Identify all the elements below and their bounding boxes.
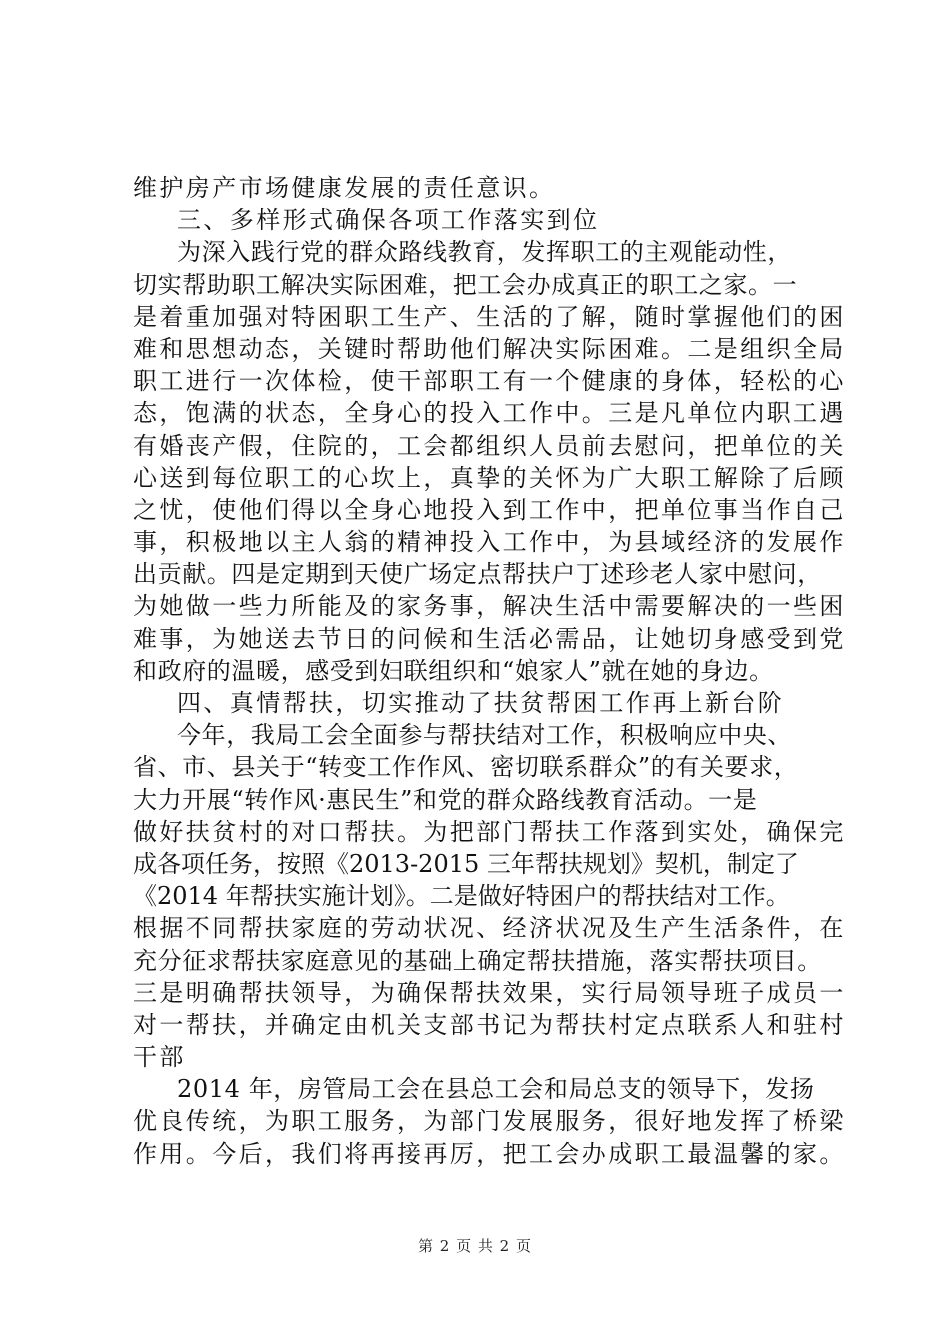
text-line: 做好扶贫村的对口帮扶。为把部门帮扶工作落到实处，确保完	[133, 817, 846, 846]
text-line: 作用。今后，我们将再接再厉，把工会办成职工最温馨的家。	[133, 1139, 846, 1168]
page-number-footer: 第 2 页 共 2 页	[418, 1237, 532, 1255]
text-line: 三是明确帮扶领导，为确保帮扶效果，实行局领导班子成员一	[133, 978, 846, 1007]
text-line: 大力开展“转作风·惠民生”和党的群众路线教育活动。一是	[133, 785, 758, 814]
text-line: 为她做一些力所能及的家务事，解决生活中需要解决的一些困	[133, 592, 846, 621]
text-line: 《2014 年帮扶实施计划》。二是做好特困户的帮扶结对工作。	[133, 882, 790, 911]
text-line: 出贡献。四是定期到天使广场定点帮扶户丁述珍老人家中慰问，	[133, 560, 822, 589]
text-line: 和政府的温暖，感受到妇联组织和“娘家人”就在她的身边。	[133, 656, 774, 685]
text-line: 态，饱满的状态，全身心的投入工作中。三是凡单位内职工遇	[133, 399, 846, 428]
text-line: 切实帮助职工解决实际困难，把工会办成真正的职工之家。一	[133, 270, 798, 299]
section-heading: 三、多样形式确保各项工作落实到位	[177, 206, 600, 235]
document-body	[133, 172, 846, 1170]
text-line: 今年，我局工会全面参与帮扶结对工作，积极响应中央、	[177, 721, 792, 750]
text-line: 职工进行一次体检，使干部职工有一个健康的身体，轻松的心	[133, 367, 846, 396]
text-line: 事，积极地以主人翁的精神投入工作中，为县域经济的发展作	[133, 528, 846, 557]
text-line: 干部	[133, 1043, 186, 1072]
text-line: 之忧，使他们得以全身心地投入到工作中，把单位事当作自己	[133, 495, 846, 524]
text-line: 有婚丧产假，住院的，工会都组织人员前去慰问，把单位的关	[133, 431, 846, 460]
text-line: 成各项任务，按照《2013-2015 三年帮扶规划》契机，制定了	[133, 849, 799, 878]
text-line: 为深入践行党的群众路线教育，发挥职工的主观能动性，	[177, 238, 792, 267]
text-line: 省、市、县关于“转变工作作风、密切联系群众”的有关要求，	[133, 753, 799, 782]
text-line: 难和思想动态，关键时帮助他们解决实际困难。二是组织全局	[133, 334, 846, 363]
text-line: 心送到每位职工的心坎上，真挚的关怀为广大职工解除了后顾	[133, 463, 846, 492]
text-line: 2014 年，房管局工会在县总工会和局总支的领导下，发扬	[177, 1075, 815, 1104]
text-line: 优良传统，为职工服务，为部门发展服务，很好地发挥了桥梁	[133, 1107, 846, 1136]
text-line: 维护房产市场健康发展的责任意识。	[133, 174, 556, 202]
text-line: 对一帮扶，并确定由机关支部书记为帮扶村定点联系人和驻村	[133, 1010, 846, 1039]
text-line: 是着重加强对特困职工生产、生活的了解，随时掌握他们的困	[133, 302, 846, 331]
section-heading: 四、真情帮扶，切实推动了扶贫帮困工作再上新台阶	[177, 689, 785, 717]
text-line: 根据不同帮扶家庭的劳动状况、经济状况及生产生活条件，在	[133, 914, 846, 943]
text-line: 难事，为她送去节日的问候和生活必需品，让她切身感受到党	[133, 624, 846, 653]
text-line: 充分征求帮扶家庭意见的基础上确定帮扶措施，落实帮扶项目。	[133, 946, 822, 975]
